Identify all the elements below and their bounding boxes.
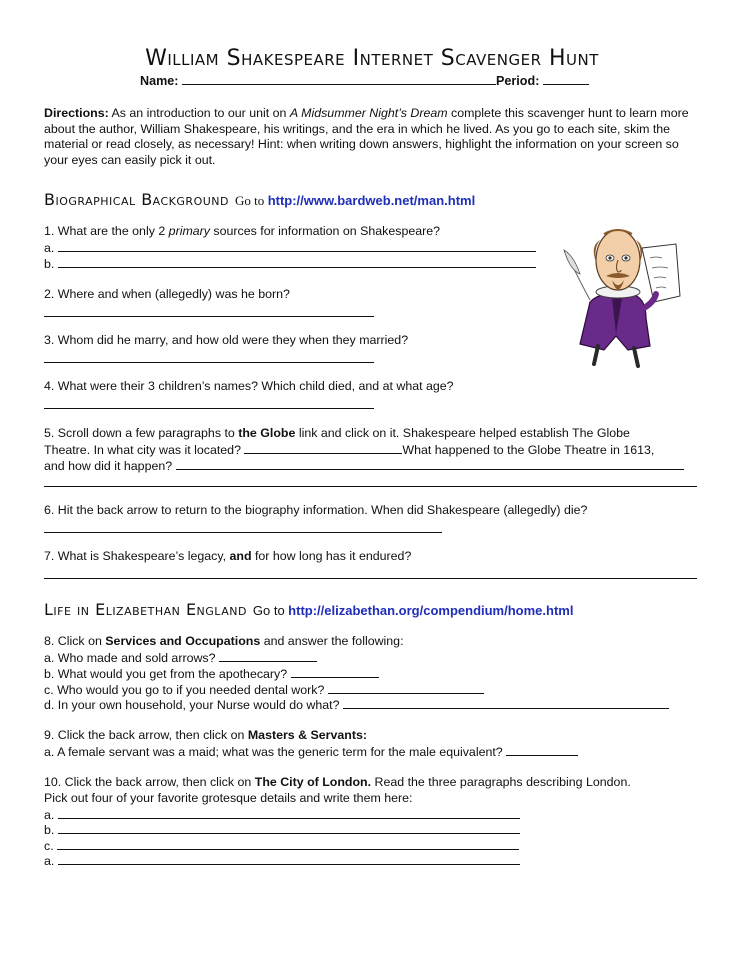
- directions-text-2: complete this scavenger hunt to learn more about the author, William Shakespeare, his writings, and the era in which he lived. As you go to each site, skim the material or read closely, as necessary! Hint: when writing down answers, highlight the information on your screen so your eyes can easily pick it out.: [44, 106, 689, 167]
- question-3: 3. Whom did he marry, and how old were they when they married?: [44, 333, 409, 347]
- question-2: 2. Where and when (allegedly) was he born?: [44, 287, 290, 301]
- page-title: William Shakespeare Internet Scavenger Hunt: [145, 46, 599, 71]
- q1-text: 1. What are the only 2: [44, 224, 169, 238]
- question-5: [44, 426, 630, 442]
- answer-label: a.: [44, 241, 55, 255]
- q9-bold: Masters & Servants:: [247, 728, 367, 742]
- answer-line[interactable]: [244, 442, 402, 454]
- q7-text-2: for how long has it endured?: [251, 549, 412, 563]
- q5-text-4: What happened to the Globe Theatre in 1613,: [402, 443, 655, 457]
- q5-text: 5. Scroll down a few paragraphs to: [44, 426, 239, 440]
- q7-text: 7. What is Shakespeare’s legacy,: [44, 549, 230, 563]
- answer-line[interactable]: [328, 682, 484, 694]
- q1-answer-b: [44, 256, 536, 273]
- answer-line[interactable]: [44, 532, 442, 533]
- q9-answer-a: [44, 744, 578, 761]
- answer-line[interactable]: [58, 853, 520, 865]
- answer-line[interactable]: [58, 256, 536, 268]
- section-biographical-background: [44, 190, 475, 209]
- section-title: Biographical Background: [44, 190, 229, 209]
- answer-line[interactable]: [176, 458, 684, 470]
- goto-label: Go to: [234, 193, 265, 208]
- q8-a-text: a. Who made and sold arrows?: [44, 651, 219, 665]
- q9-text: 9. Click the back arrow, then click on: [44, 728, 248, 742]
- question-6: 6. Hit the back arrow to return to the biography information. When did Shakespeare (allegedly) die?: [44, 503, 588, 517]
- q5-text-5: and how did it happen?: [44, 459, 176, 473]
- bardweb-link[interactable]: http://www.bardweb.net/man.html: [267, 193, 476, 208]
- question-7: [44, 549, 411, 565]
- answer-line[interactable]: [58, 807, 520, 819]
- answer-label: c.: [44, 839, 54, 853]
- period-field[interactable]: [543, 73, 589, 85]
- answer-label: b.: [44, 823, 55, 837]
- question-10-line2: Pick out four of your favorite grotesque details and write them here:: [44, 791, 413, 805]
- answer-line[interactable]: [57, 838, 519, 850]
- period-label: Period:: [496, 74, 540, 88]
- q8-answer-a: [44, 650, 317, 667]
- q8-text-2: and answer the following:: [260, 634, 404, 648]
- q10-answer: [44, 822, 520, 839]
- q7-bold: and: [229, 549, 252, 563]
- q8-c-text: c. Who would you go to if you needed dental work?: [44, 683, 328, 697]
- directions: [44, 106, 694, 168]
- q8-bold: Services and Occupations: [105, 634, 261, 648]
- answer-label: b.: [44, 257, 55, 271]
- q8-answer-d: [44, 697, 669, 714]
- q10-bold: The City of London.: [254, 775, 372, 789]
- question-5-line2: [44, 442, 654, 459]
- book-title: A Midsummer Night’s Dream: [289, 106, 448, 120]
- shakespeare-caricature-icon: [550, 218, 688, 368]
- q9-a-text: a. A female servant was a maid; what was the generic term for the male equivalent?: [44, 745, 507, 759]
- directions-text: As an introduction to our unit on: [108, 106, 290, 120]
- q8-answer-b: [44, 666, 379, 683]
- question-4: 4. What were their 3 children’s names? Which child died, and at what age?: [44, 379, 454, 393]
- question-1: [44, 224, 440, 240]
- name-field[interactable]: [182, 73, 496, 85]
- answer-line[interactable]: [44, 316, 374, 317]
- q5-text-2: link and click on it. Shakespeare helped establish The Globe: [295, 426, 630, 440]
- answer-label: a.: [44, 808, 55, 822]
- question-10: [44, 775, 631, 791]
- q1-text-2: sources for information on Shakespeare?: [209, 224, 441, 238]
- q8-text: 8. Click on: [44, 634, 106, 648]
- section-title: Life in Elizabethan England: [44, 600, 247, 619]
- q8-d-text: d. In your own household, your Nurse would do what?: [44, 698, 343, 712]
- question-9: [44, 728, 367, 744]
- globe-link-text: the Globe: [238, 426, 296, 440]
- question-5-line3: [44, 458, 684, 475]
- elizabethan-link[interactable]: http://elizabethan.org/compendium/home.html: [288, 603, 574, 618]
- question-8: [44, 634, 404, 650]
- answer-label: a.: [44, 854, 55, 868]
- goto-label: Go to: [252, 603, 285, 618]
- q1-answer-a: [44, 240, 536, 257]
- answer-line[interactable]: [44, 486, 697, 487]
- answer-line[interactable]: [291, 666, 379, 678]
- name-label: Name:: [140, 74, 179, 88]
- q10-text: 10. Click the back arrow, then click on: [44, 775, 255, 789]
- section-elizabethan-england: [44, 600, 573, 619]
- answer-line[interactable]: [44, 408, 374, 409]
- answer-line[interactable]: [58, 822, 520, 834]
- answer-line[interactable]: [219, 650, 317, 662]
- q10-text-2: Read the three paragraphs describing London.: [371, 775, 631, 789]
- answer-line[interactable]: [44, 578, 697, 579]
- name-period-line: [140, 73, 589, 88]
- directions-label: Directions:: [44, 106, 109, 120]
- q8-b-text: b. What would you get from the apothecary?: [44, 667, 291, 681]
- answer-line[interactable]: [506, 744, 578, 756]
- answer-line[interactable]: [58, 240, 536, 252]
- answer-line[interactable]: [44, 362, 374, 363]
- q5-text-3: Theatre. In what city was it located?: [44, 443, 245, 457]
- q1-emphasis: primary: [168, 224, 210, 238]
- answer-line[interactable]: [343, 697, 669, 709]
- q10-answer: [44, 853, 520, 870]
